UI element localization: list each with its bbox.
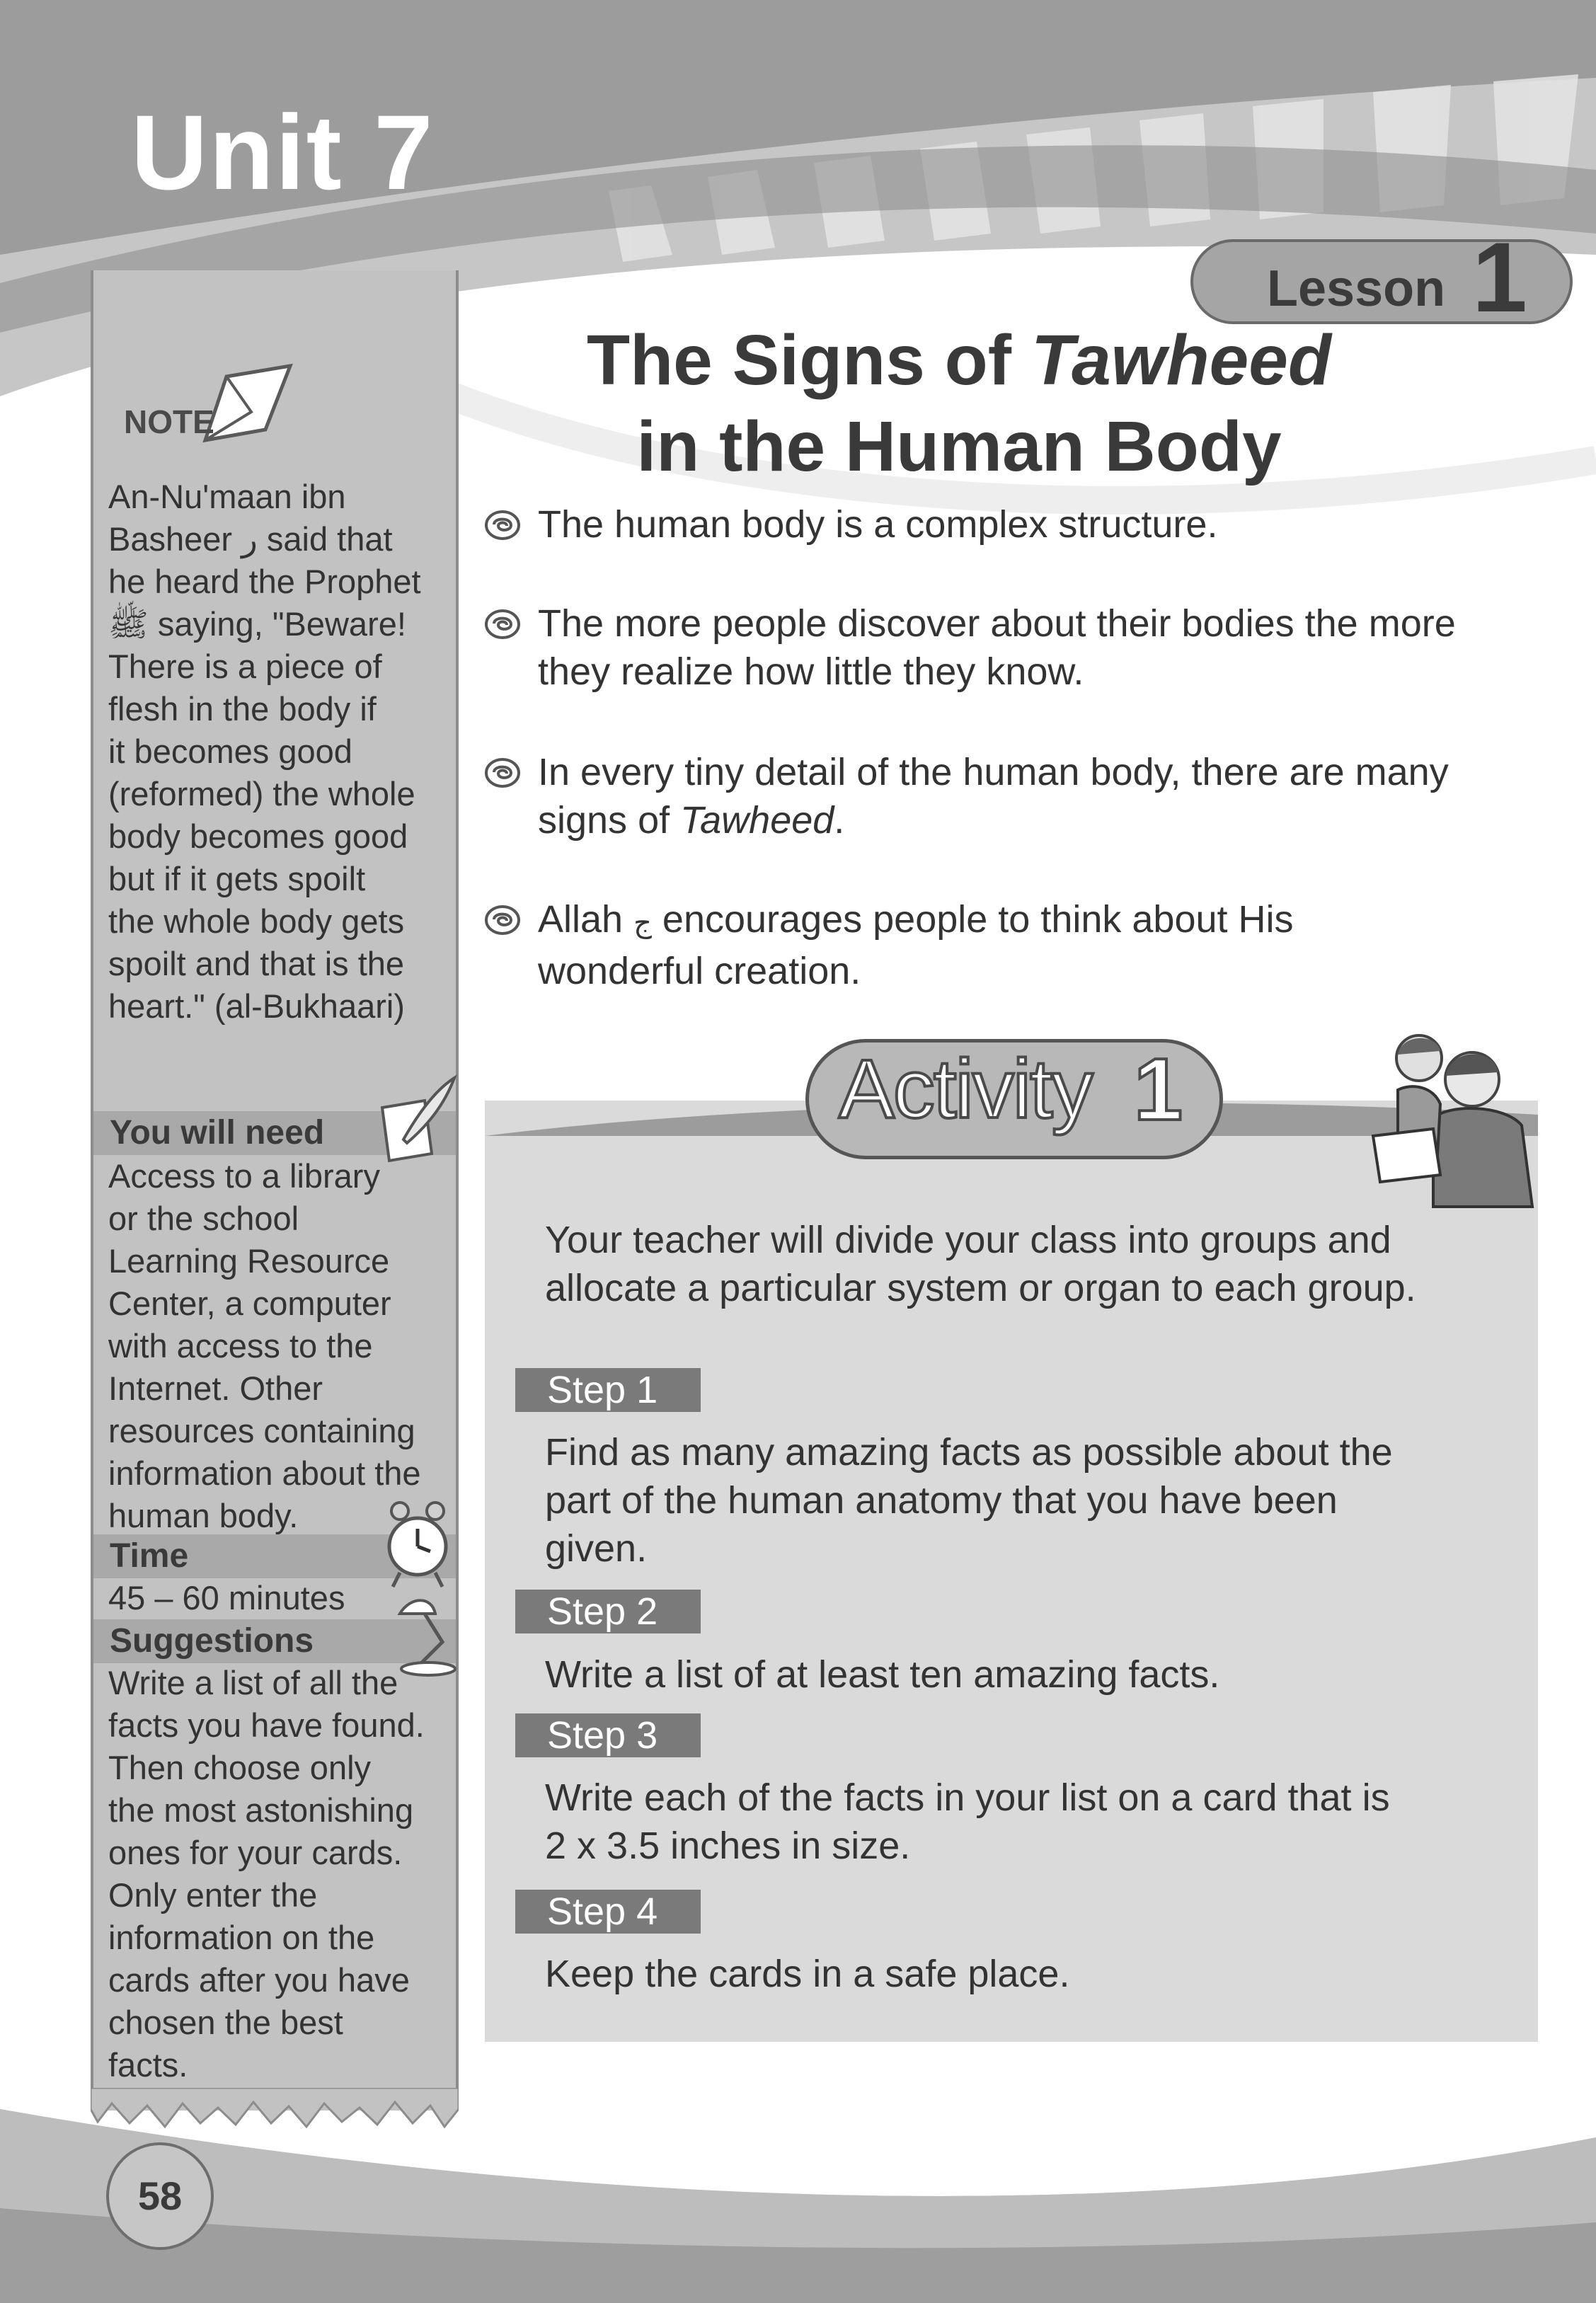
- suggestions-text: [108, 1662, 455, 2086]
- you-will-need-line: human body.: [108, 1497, 299, 1534]
- step-4-label: Step 4: [515, 1890, 701, 1934]
- quill-and-paper-icon: [375, 1072, 460, 1164]
- activity-number: 1: [1134, 1041, 1183, 1139]
- note-text: [108, 476, 455, 1028]
- note-line: Basheer ر said that: [108, 520, 393, 558]
- you-will-need-line: information about the: [108, 1454, 421, 1492]
- note-line: the whole body gets: [108, 902, 405, 940]
- suggestions-line: Write a list of all the: [108, 1664, 398, 1701]
- lesson-label: Lesson: [1267, 260, 1446, 317]
- time-heading: Time: [93, 1534, 456, 1578]
- note-line: heart." (al-Bukhaari): [108, 987, 405, 1025]
- spiral-bullet-icon: [484, 608, 521, 641]
- step-2-label: Step 2: [515, 1590, 701, 1633]
- lesson-title-line-2: in the Human Body: [636, 407, 1282, 486]
- bullet-text: In every tiny detail of the human body, there are many signs of Tawheed.: [538, 751, 1449, 842]
- note-line: ﷺ saying, "Beware!: [108, 605, 406, 643]
- note-line: but if it gets spoilt: [108, 860, 366, 897]
- note-line: There is a piece of: [108, 648, 382, 685]
- step-3-label: Step 3: [515, 1713, 701, 1757]
- suggestions-heading: Suggestions: [93, 1619, 456, 1663]
- note-line: he heard the Prophet: [108, 563, 421, 600]
- you-will-need-line: Internet. Other: [108, 1369, 323, 1407]
- step-3-text: Write each of the facts in your list on a card that is 2 x 3.5 inches in size.: [545, 1776, 1390, 1867]
- spiral-bullet-icon: [484, 509, 521, 541]
- step-1-text: Find as many amazing facts as possible about the part of the human anatomy that you have been given.: [545, 1431, 1393, 1570]
- spiral-bullet-icon: [484, 904, 521, 936]
- bullet-text: The more people discover about their bodies the more they realize how little they know.: [538, 602, 1456, 693]
- suggestions-line: Only enter the: [108, 1876, 318, 1914]
- suggestions-line: Then choose only: [108, 1749, 372, 1786]
- note-icon-text: NOTE: [124, 403, 214, 440]
- note-line: (reformed) the whole: [108, 775, 415, 812]
- activity-label: Activity: [839, 1043, 1092, 1136]
- suggestions-line: information on the: [108, 1919, 375, 1956]
- step-4-text: Keep the cards in a safe place.: [545, 1953, 1070, 1995]
- time-value: 45 – 60 minutes: [108, 1579, 345, 1616]
- suggestions-line: cards after you have: [108, 1961, 410, 1999]
- suggestions-line: facts.: [108, 2046, 188, 2084]
- bullet-text: Allah ج encourages people to think about His wonderful creation.: [538, 898, 1294, 992]
- note-line: body becomes good: [108, 817, 408, 855]
- note-line: spoilt and that is the: [108, 945, 405, 982]
- torn-edge: [91, 2088, 459, 2130]
- children-reading-illustration: [1370, 1026, 1539, 1210]
- you-will-need-line: Learning Resource: [108, 1242, 390, 1280]
- note-line: it becomes good: [108, 733, 352, 770]
- lesson-title-line-1: The Signs of Tawheed: [587, 321, 1331, 400]
- you-will-need-line: or the school: [108, 1200, 299, 1237]
- suggestions-line: facts you have found.: [108, 1706, 425, 1744]
- note-line: flesh in the body if: [108, 690, 377, 728]
- you-will-need-line: with access to the: [108, 1327, 373, 1365]
- activity-intro: Your teacher will divide your class into groups and allocate a particular system or organ to each group.: [545, 1219, 1416, 1309]
- note-line: An-Nu'maan ibn: [108, 478, 346, 515]
- lesson-title: [481, 317, 1437, 490]
- you-will-need-text: [108, 1155, 455, 1537]
- note-icon: [120, 362, 297, 454]
- suggestions-line: ones for your cards.: [108, 1834, 403, 1871]
- suggestions-line: chosen the best: [108, 2004, 343, 2041]
- you-will-need-line: resources containing: [108, 1412, 415, 1449]
- unit-title: Unit 7: [131, 93, 435, 212]
- page-number: 58: [137, 2173, 183, 2218]
- suggestions-line: the most astonishing: [108, 1791, 414, 1829]
- you-will-need-line: Access to a library: [108, 1157, 380, 1195]
- step-1-label: Step 1: [515, 1368, 701, 1412]
- you-will-need-line: Center, a computer: [108, 1285, 391, 1322]
- spiral-bullet-icon: [484, 757, 521, 789]
- you-will-need-heading: You will need: [93, 1111, 456, 1155]
- step-2-text: Write a list of at least ten amazing facts.: [545, 1653, 1220, 1696]
- bullet-text: The human body is a complex structure.: [538, 503, 1218, 546]
- lesson-number: 1: [1472, 222, 1527, 333]
